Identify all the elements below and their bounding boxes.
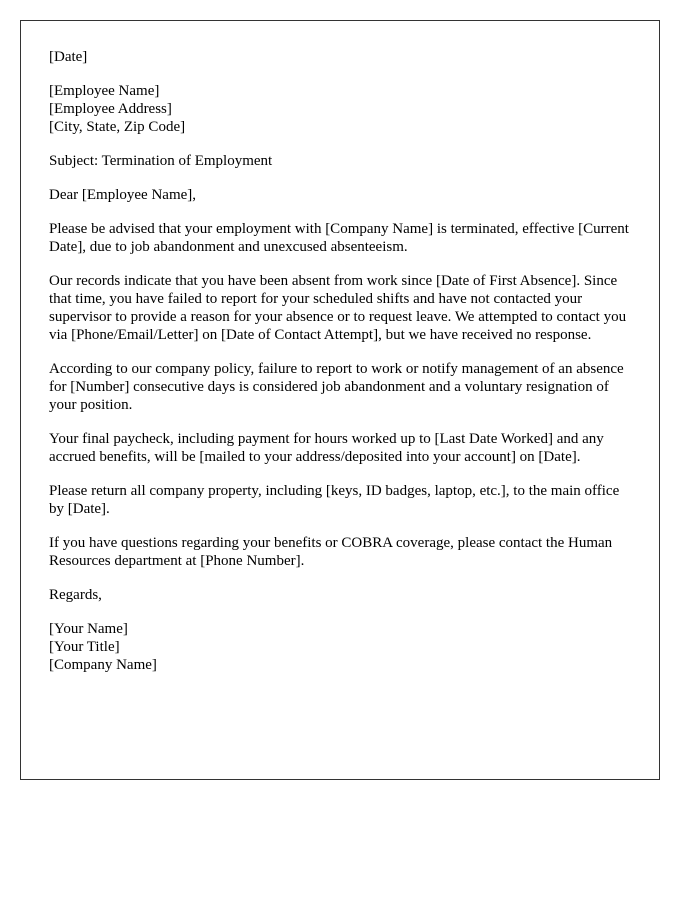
signature-block (49, 620, 633, 674)
letter-frame (20, 20, 660, 780)
recipient-address: [Employee Address] (49, 101, 172, 117)
subject-block (49, 152, 633, 170)
letter-body (49, 48, 633, 690)
paragraph-final-paycheck: Your final paycheck, including payment for hours worked up to [Last Date Worked] and any accrued benefits, will be [mailed to your address/deposited into your account] on [Date]. (49, 431, 604, 465)
recipient-address-block (49, 82, 633, 136)
letter-date-block (49, 48, 633, 66)
recipient-name: [Employee Name] (49, 83, 160, 99)
letter-subject: Subject: Termination of Employment (49, 153, 273, 169)
paragraph-benefits-questions: If you have questions regarding your benefits or COBRA coverage, please contact the Human Resources department at [Phone Number]. (49, 535, 613, 569)
letter-date: [Date] (49, 49, 88, 65)
signature-title: [Your Title] (49, 639, 120, 655)
signature-company: [Company Name] (49, 657, 157, 673)
letter-salutation: Dear [Employee Name], (49, 187, 197, 203)
salutation-block (49, 186, 633, 204)
paragraph-absence-record: Our records indicate that you have been absent from work since [Date of First Absence]. Since that time, you have failed to report for your scheduled shifts and have not contacted your supervisor to provide a reason for your absence or to request leave. We attempted to contact you via [Phone/Email/Letter] on [Date of Contact Attempt], but we have received no response. (49, 273, 627, 343)
closing-block (49, 586, 633, 604)
paragraph-company-property: Please return all company property, including [keys, ID badges, laptop, etc.], to the main office by [Date]. (49, 483, 620, 517)
signature-name: [Your Name] (49, 621, 128, 637)
recipient-city-state-zip: [City, State, Zip Code] (49, 119, 186, 135)
paragraph-company-policy: According to our company policy, failure to report to work or notify management of an absence for [Number] consecutive days is considered job abandonment and a voluntary resignation of your position. (49, 361, 624, 413)
letter-closing: Regards, (49, 587, 102, 603)
paragraph-termination-notice: Please be advised that your employment with [Company Name] is terminated, effective [Current Date], due to job abandonment and unexcused absenteeism. (49, 221, 629, 255)
